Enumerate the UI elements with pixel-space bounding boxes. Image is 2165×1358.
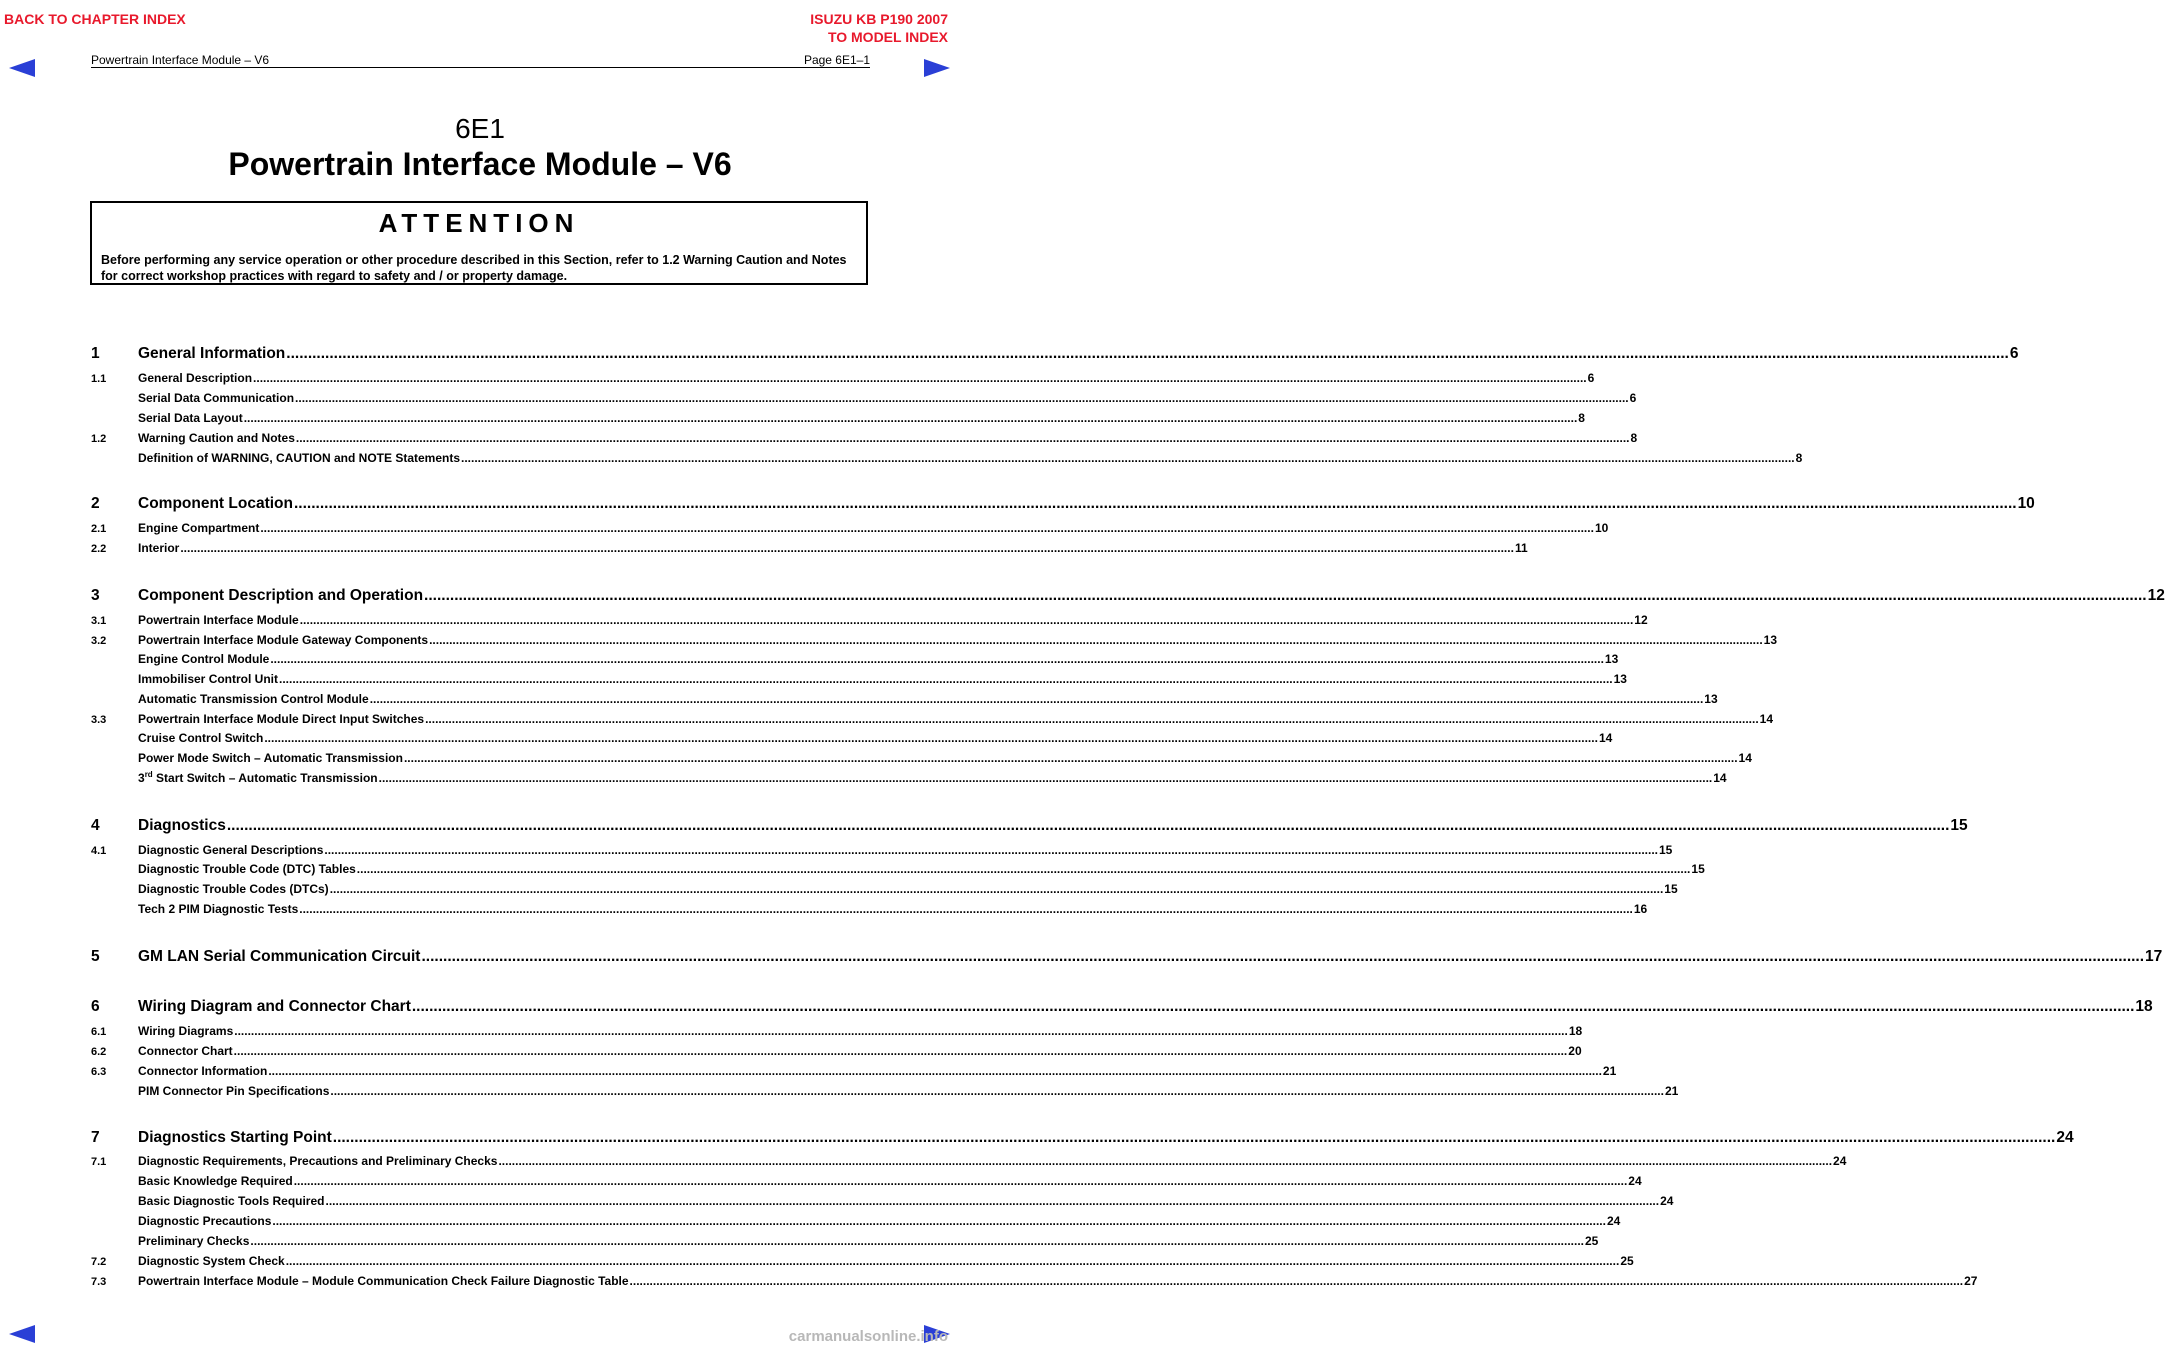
toc-entry-title	[138, 771, 378, 785]
toc-entry-leader: ................................................................................................................................................................................................................................................................................................................................................................................................................	[424, 587, 2147, 604]
toc-entry-number: 2.1	[91, 523, 107, 535]
toc-entry-leader: ................................................................................................................................................................................................................................................................................................................................................................................................................	[268, 1064, 1602, 1078]
toc-entry[interactable]	[91, 1150, 1847, 1168]
toc-entry-page: 8	[1795, 451, 1803, 465]
toc-entry-title: Diagnostic System Check	[138, 1254, 285, 1268]
toc-entry-number: 6.1	[91, 1026, 107, 1038]
toc-entry-leader: ................................................................................................................................................................................................................................................................................................................................................................................................................	[325, 1194, 1660, 1208]
toc-entry[interactable]	[91, 668, 1627, 686]
toc-entry-number: 3.2	[91, 635, 107, 647]
toc-entry[interactable]	[91, 688, 1718, 706]
toc-entry-page: 13	[1604, 652, 1619, 666]
prev-page-arrow-icon[interactable]	[9, 59, 35, 77]
toc-entry-leader: ................................................................................................................................................................................................................................................................................................................................................................................................................	[233, 1044, 1568, 1058]
toc-entry[interactable]	[91, 708, 1774, 726]
toc-entry-page: 6	[2009, 345, 2019, 362]
toc-entry-title: Basic Knowledge Required	[138, 1174, 293, 1188]
toc-entry-page: 14	[1738, 751, 1752, 765]
toc-entry-number: 3	[91, 587, 100, 604]
toc-entry-title: Serial Data Layout	[138, 411, 243, 425]
toc-entry-leader: ................................................................................................................................................................................................................................................................................................................................................................................................................	[378, 771, 1713, 785]
toc-entry[interactable]	[91, 767, 1727, 785]
toc-entry-title: Diagnostic Requirements, Precautions and Preliminary Checks	[138, 1154, 498, 1168]
toc-entry-title: PIM Connector Pin Specifications	[138, 1084, 330, 1098]
toc-entry[interactable]	[91, 609, 1648, 627]
toc-entry-title: Engine Compartment	[138, 521, 260, 535]
toc-entry-leader: ................................................................................................................................................................................................................................................................................................................................................................................................................	[285, 1254, 1620, 1268]
toc-entry-page: 13	[1704, 692, 1718, 706]
toc-entry[interactable]	[91, 858, 1705, 876]
toc-entry-leader: ................................................................................................................................................................................................................................................................................................................................................................................................................	[295, 391, 1629, 405]
toc-entry-leader: ................................................................................................................................................................................................................................................................................................................................................................................................................	[243, 411, 1578, 425]
toc-entry-number: 1.1	[91, 373, 107, 385]
toc-entry-leader: ................................................................................................................................................................................................................................................................................................................................................................................................................	[332, 1129, 2056, 1146]
toc-entry-number: 6	[91, 998, 100, 1015]
toc-entry-title: Connector Chart	[138, 1044, 233, 1058]
toc-entry-page: 27	[1964, 1274, 1978, 1288]
toc-entry[interactable]	[91, 407, 1585, 425]
toc-entry-page: 8	[1630, 431, 1638, 445]
toc-entry-page: 13	[1763, 633, 1778, 647]
toc-entry-number: 6.3	[91, 1066, 107, 1078]
toc-entry[interactable]	[91, 815, 1968, 835]
section-title: Powertrain Interface Module – V6	[228, 146, 732, 182]
toc-entry[interactable]	[91, 537, 1528, 555]
prev-page-arrow-bottom-icon[interactable]	[9, 1325, 35, 1343]
toc-entry-page: 25	[1585, 1234, 1599, 1248]
toc-entry-title: Component Description and Operation	[138, 587, 424, 604]
toc-entry-page: 24	[1833, 1154, 1847, 1168]
toc-entry-number: 3.3	[91, 714, 107, 726]
page-header	[91, 53, 870, 68]
toc-entry-title: Powertrain Interface Module Gateway Components	[138, 633, 429, 647]
toc-entry-page: 24	[1660, 1194, 1674, 1208]
toc-entry-page: 15	[1691, 862, 1705, 876]
watermark: carmanualsonline.info	[788, 1328, 948, 1345]
toc-entry[interactable]	[91, 1270, 1978, 1288]
toc-entry-title: General Information	[138, 345, 286, 362]
toc-entry-title: Diagnostic General Descriptions	[138, 843, 324, 857]
toc-entry[interactable]	[91, 1250, 1634, 1268]
model-title-link[interactable]: ISUZU KB P190 2007	[810, 11, 948, 27]
toc-entry[interactable]	[91, 447, 1803, 465]
toc-entry[interactable]	[91, 1020, 1583, 1038]
toc-entry-number: 4.1	[91, 845, 107, 857]
toc-entry-page: 15	[1664, 882, 1678, 896]
to-model-index-link[interactable]: TO MODEL INDEX	[827, 29, 948, 45]
toc-entry-leader: ................................................................................................................................................................................................................................................................................................................................................................................................................	[250, 1234, 1584, 1248]
toc-entry-title: Serial Data Communication	[138, 391, 295, 405]
toc-entry-page: 21	[1602, 1064, 1617, 1078]
next-page-arrow-icon[interactable]	[924, 59, 950, 77]
toc-entry-number: 1.2	[91, 433, 107, 445]
toc-entry-title-text: Start Switch – Automatic Transmission	[152, 771, 378, 785]
toc-entry[interactable]	[91, 898, 1648, 916]
toc-entry-leader: ................................................................................................................................................................................................................................................................................................................................................................................................................	[461, 451, 1795, 465]
toc-entry-leader: ................................................................................................................................................................................................................................................................................................................................................................................................................	[299, 902, 1633, 916]
section-number: 6E1	[455, 113, 505, 144]
toc-entry-page: 24	[1628, 1174, 1642, 1188]
toc-entry-title: Wiring Diagrams	[138, 1024, 234, 1038]
toc-entry[interactable]	[91, 629, 1778, 647]
toc-entry-number: 6.2	[91, 1046, 107, 1058]
toc-entry-leader: ................................................................................................................................................................................................................................................................................................................................................................................................................	[369, 692, 1704, 706]
toc-entry-leader: ................................................................................................................................................................................................................................................................................................................................................................................................................	[279, 672, 1613, 686]
toc-entry[interactable]	[91, 1190, 1674, 1208]
toc-entry-page: 12	[1634, 613, 1648, 627]
toc-entry-title: Diagnostics Starting Point	[138, 1129, 332, 1146]
toc-entry[interactable]	[91, 747, 1752, 765]
toc-entry-leader: ................................................................................................................................................................................................................................................................................................................................................................................................................	[253, 371, 1587, 385]
toc-entry[interactable]	[91, 1080, 1679, 1098]
toc-entry-title: GM LAN Serial Communication Circuit	[138, 948, 421, 965]
toc-entry-leader: ................................................................................................................................................................................................................................................................................................................................................................................................................	[299, 613, 1634, 627]
toc-entry-title: Tech 2 PIM Diagnostic Tests	[138, 902, 299, 916]
header-section-title: Powertrain Interface Module – V6	[91, 53, 270, 67]
toc-entry[interactable]	[91, 1127, 2074, 1147]
toc-entry-leader: ................................................................................................................................................................................................................................................................................................................................................................................................................	[286, 345, 2009, 362]
toc-entry-leader: ................................................................................................................................................................................................................................................................................................................................................................................................................	[293, 1174, 1628, 1188]
toc-entry-leader: ................................................................................................................................................................................................................................................................................................................................................................................................................	[411, 998, 2135, 1015]
toc-entry[interactable]	[91, 996, 2153, 1016]
toc-entry-leader: ................................................................................................................................................................................................................................................................................................................................................................................................................	[180, 541, 1514, 555]
toc-entry-title: Interior	[138, 541, 180, 555]
toc-entry-title: Diagnostic Trouble Codes (DTCs)	[138, 882, 329, 896]
toc-entry[interactable]	[91, 878, 1678, 896]
toc-entry-page: 13	[1613, 672, 1627, 686]
toc-entry-page: 20	[1568, 1044, 1582, 1058]
toc-entry[interactable]	[91, 343, 2019, 363]
toc-entry-page: 6	[1587, 371, 1595, 385]
toc-entry[interactable]	[91, 387, 1637, 405]
toc-entry[interactable]	[91, 727, 1613, 745]
toc-entry-leader: ................................................................................................................................................................................................................................................................................................................................................................................................................	[356, 862, 1691, 876]
toc-entry-page: 24	[1606, 1214, 1621, 1228]
toc-entry-title-superscript: rd	[144, 770, 153, 779]
toc-entry-page: 16	[1633, 902, 1648, 916]
toc-entry[interactable]	[91, 1170, 1642, 1188]
attention-box	[90, 201, 868, 285]
toc-entry-page: 11	[1514, 541, 1528, 555]
toc-entry-title: Connector Information	[138, 1064, 268, 1078]
toc-entry-number: 7.3	[91, 1276, 107, 1288]
toc-entry-title: Engine Control Module	[138, 652, 270, 666]
toc-entry-leader: ................................................................................................................................................................................................................................................................................................................................................................................................................	[329, 882, 1664, 896]
toc-entry-number: 7.1	[91, 1156, 107, 1168]
toc-entry-leader: ................................................................................................................................................................................................................................................................................................................................................................................................................	[421, 948, 2145, 965]
toc-entry[interactable]	[91, 517, 1609, 535]
toc-entry-title: Warning Caution and Notes	[138, 431, 295, 445]
toc-entry[interactable]	[91, 946, 2163, 966]
toc-entry-title: Diagnostics	[138, 817, 226, 834]
toc-entry[interactable]	[91, 1230, 1599, 1248]
toc-entry-page: 12	[2147, 587, 2165, 604]
toc-entry[interactable]	[91, 585, 2165, 605]
toc-entry-page: 25	[1620, 1254, 1634, 1268]
toc-entry-number: 7	[91, 1129, 100, 1146]
toc-entry-number: 4	[91, 817, 100, 834]
toc-entry[interactable]	[91, 367, 1595, 385]
toc-entry[interactable]	[91, 839, 1673, 857]
toc-entry-leader: ................................................................................................................................................................................................................................................................................................................................................................................................................	[403, 751, 1738, 765]
toc-entry-page: 18	[1568, 1024, 1583, 1038]
toc-entry-leader: ................................................................................................................................................................................................................................................................................................................................................................................................................	[425, 712, 1759, 726]
toc-entry-page: 6	[1629, 391, 1637, 405]
toc-entry-title: Component Location	[138, 495, 293, 512]
toc-entry-number: 5	[91, 948, 100, 965]
toc-entry-title: Definition of WARNING, CAUTION and NOTE Statements	[138, 451, 461, 465]
toc-entry-title: Wiring Diagram and Connector Chart	[138, 998, 411, 1015]
toc-entry[interactable]	[91, 648, 1619, 666]
toc-entry-title: Immobiliser Control Unit	[138, 672, 279, 686]
toc-entry-leader: ................................................................................................................................................................................................................................................................................................................................................................................................................	[498, 1154, 1833, 1168]
toc-entry-page: 15	[1950, 817, 1968, 834]
toc-entry[interactable]	[91, 427, 1638, 445]
toc-entry-title: Cruise Control Switch	[138, 731, 264, 745]
attention-heading: ATTENTION	[378, 208, 580, 238]
toc-entry-title: Powertrain Interface Module – Module Communication Check Failure Diagnostic Table	[138, 1274, 629, 1288]
toc-entry-leader: ................................................................................................................................................................................................................................................................................................................................................................................................................	[260, 521, 1594, 535]
toc-entry-title: Basic Diagnostic Tools Required	[138, 1194, 325, 1208]
toc-entry-leader: ................................................................................................................................................................................................................................................................................................................................................................................................................	[264, 731, 1598, 745]
toc-entry-leader: ................................................................................................................................................................................................................................................................................................................................................................................................................	[429, 633, 1763, 647]
toc-entry-page: 14	[1598, 731, 1613, 745]
toc-entry-leader: ................................................................................................................................................................................................................................................................................................................................................................................................................	[294, 495, 2017, 512]
toc-entry-page: 10	[1594, 521, 1609, 535]
toc-entry-title-prefix: 3	[138, 771, 145, 785]
toc-entry-title: Diagnostic Precautions	[138, 1214, 272, 1228]
toc-entry-page: 21	[1664, 1084, 1679, 1098]
toc-entry[interactable]	[91, 1040, 1582, 1058]
toc-entry-page: 18	[2135, 998, 2153, 1015]
toc-entry-leader: ................................................................................................................................................................................................................................................................................................................................................................................................................	[234, 1024, 1568, 1038]
toc-entry-leader: ................................................................................................................................................................................................................................................................................................................................................................................................................	[270, 652, 1604, 666]
toc-entry-page: 24	[2056, 1129, 2074, 1146]
toc-entry-page: 17	[2145, 948, 2163, 965]
toc-entry-page: 10	[2017, 495, 2035, 512]
toc-entry[interactable]	[91, 1060, 1617, 1078]
toc-entry-number: 3.1	[91, 615, 107, 627]
toc-entry-title: Automatic Transmission Control Module	[138, 692, 369, 706]
toc-entry-page: 14	[1759, 712, 1774, 726]
header-page-number: Page 6E1–1	[803, 53, 870, 67]
toc-entry-page: 8	[1578, 411, 1585, 425]
back-to-chapter-index-link[interactable]: BACK TO CHAPTER INDEX	[4, 11, 186, 27]
toc-entry-title: General Description	[138, 371, 253, 385]
toc-entry-leader: ................................................................................................................................................................................................................................................................................................................................................................................................................	[272, 1214, 1606, 1228]
toc-entry-title: Power Mode Switch – Automatic Transmission	[138, 751, 403, 765]
toc-entry-number: 1	[91, 345, 100, 362]
toc-entry-title: Powertrain Interface Module	[138, 613, 299, 627]
toc-entry[interactable]	[91, 493, 2035, 513]
attention-text: Before performing any service operation or other procedure described in this Section, refer to 1.2 Warning Caution and Notes for correct workshop practices with regard to safety and / or property damage.	[101, 253, 847, 283]
toc-entry-leader: ................................................................................................................................................................................................................................................................................................................................................................................................................	[330, 1084, 1664, 1098]
toc-entry-number: 2	[91, 495, 100, 512]
toc-entry-leader: ................................................................................................................................................................................................................................................................................................................................................................................................................	[295, 431, 1630, 445]
toc-entry-page: 15	[1658, 843, 1673, 857]
toc-entry-title: Powertrain Interface Module Direct Input Switches	[138, 712, 425, 726]
toc-entry-title: Preliminary Checks	[138, 1234, 250, 1248]
toc-entry-number: 7.2	[91, 1256, 107, 1268]
toc-entry-page: 14	[1713, 771, 1727, 785]
toc-entry-leader: ................................................................................................................................................................................................................................................................................................................................................................................................................	[629, 1274, 1964, 1288]
toc-entry-leader: ................................................................................................................................................................................................................................................................................................................................................................................................................	[324, 843, 1658, 857]
toc-entry-title: Diagnostic Trouble Code (DTC) Tables	[138, 862, 356, 876]
toc-entry[interactable]	[91, 1210, 1621, 1228]
toc-entry-leader: ................................................................................................................................................................................................................................................................................................................................................................................................................	[226, 817, 1950, 834]
toc-entry-number: 2.2	[91, 543, 107, 555]
